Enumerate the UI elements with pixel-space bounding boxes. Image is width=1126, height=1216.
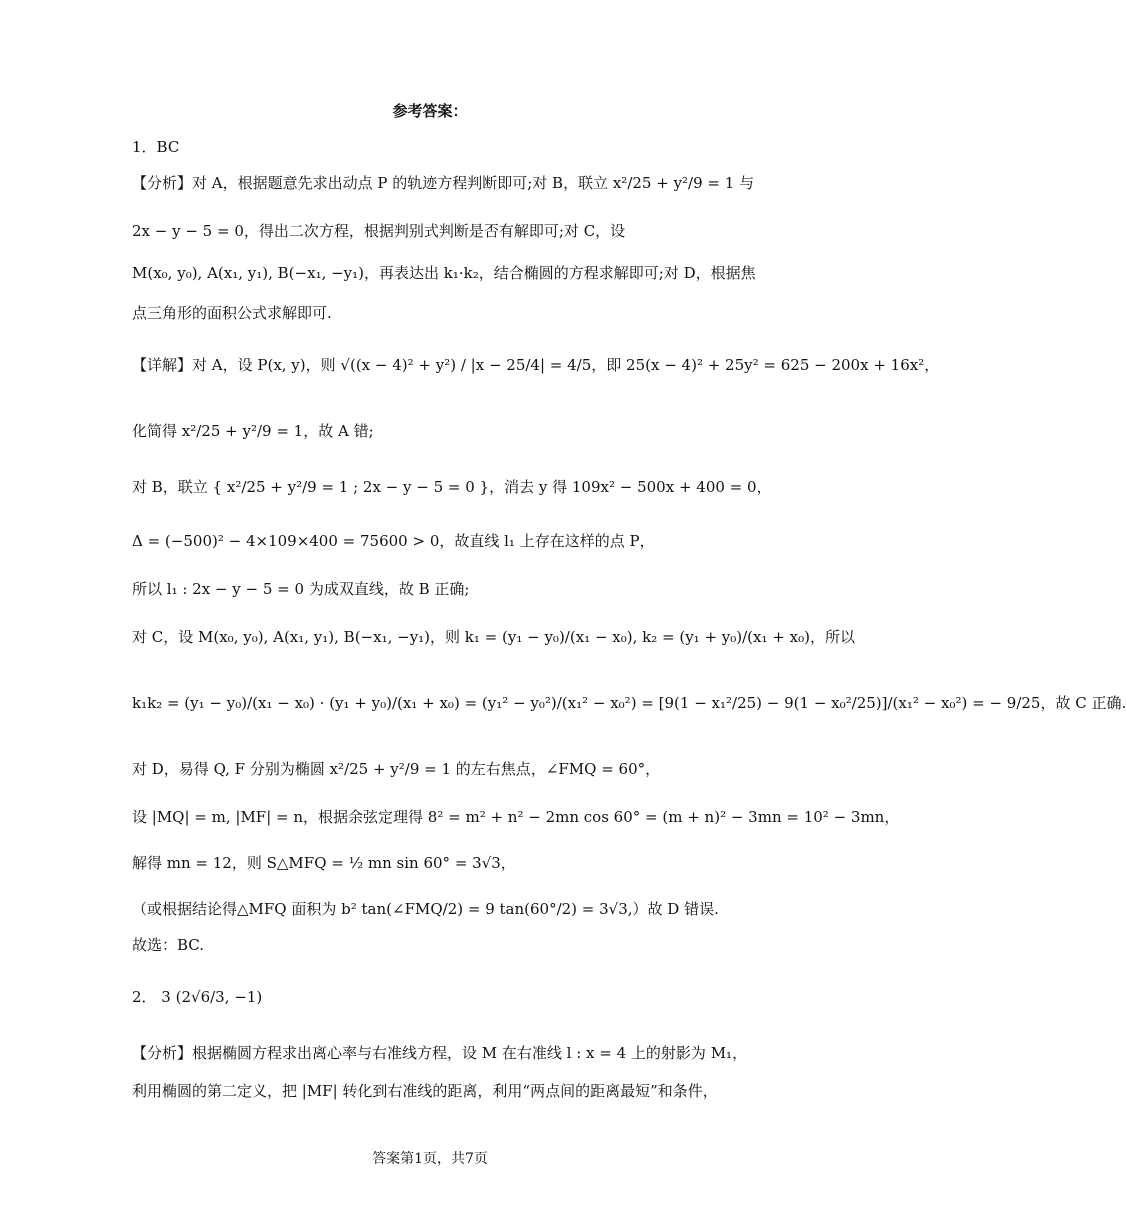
q1-detail-b2: Δ = (−500)² − 4×109×400 = 75600 > 0，故直线 l₁ 上存在这样的点 P，	[132, 532, 655, 550]
q1-detail-b3: 所以 l₁ : 2x − y − 5 = 0 为成双直线，故 B 正确;	[132, 580, 470, 598]
page-title: 参考答案：	[392, 102, 468, 120]
q1-answer: 1．BC	[132, 138, 180, 156]
q1-detail-d3: 解得 mn = 12，则 S△MFQ = ½ mn sin 60° = 3√3，	[132, 854, 516, 872]
page-footer: 答案第1页，共7页	[372, 1151, 488, 1167]
q1-detail-a1: 【详解】对 A，设 P(x, y)，则 √((x − 4)² + y²) / |x − 25/4| = 4/5，即 25(x − 4)² + 25y² = 625 − 200x + 16x²，	[132, 356, 940, 374]
q1-analysis-2: 2x − y − 5 = 0，得出二次方程，根据判别式判断是否有解即可;对 C，设	[132, 222, 626, 240]
q1-detail-d2: 设 |MQ| = m, |MF| = n，根据余弦定理得 8² = m² + n² − 2mn cos 60° = (m + n)² − 3mn = 10² − 3mn，	[132, 808, 900, 826]
q1-detail-d1: 对 D，易得 Q, F 分别为椭圆 x²/25 + y²/9 = 1 的左右焦点，∠FMQ = 60°，	[132, 760, 661, 778]
q1-analysis-1: 【分析】对 A，根据题意先求出动点 P 的轨迹方程判断即可;对 B，联立 x²/25 + y²/9 = 1 与	[132, 174, 755, 192]
q2-answer: 2． 3 (2√6/3, −1)	[132, 988, 263, 1006]
q1-choice: 故选：BC.	[132, 936, 205, 954]
q2-analysis-2: 利用椭圆的第二定义，把 |MF| 转化到右准线的距离，利用“两点间的距离最短”和条件，	[132, 1082, 718, 1100]
q2-analysis-1: 【分析】根据椭圆方程求出离心率与右准线方程，设 M 在右准线 l : x = 4 上的射影为 M₁，	[132, 1044, 748, 1062]
q1-detail-c1: 对 C，设 M(x₀, y₀), A(x₁, y₁), B(−x₁, −y₁)，则 k₁ = (y₁ − y₀)/(x₁ − x₀), k₂ = (y₁ + y₀)/(x₁ + x₀)，所以	[132, 628, 855, 646]
q1-analysis-4: 点三角形的面积公式求解即可.	[132, 304, 332, 322]
q1-detail-c2: k₁k₂ = (y₁ − y₀)/(x₁ − x₀) · (y₁ + y₀)/(x₁ + x₀) = (y₁² − y₀²)/(x₁² − x₀²) = [9(1 − x₁²/25) − 9(1 − x₀²/25)]/(x₁² − x₀²) = − 9/25，故 C 正确.	[132, 694, 1126, 712]
q1-detail-b1: 对 B，联立 { x²/25 + y²/9 = 1 ; 2x − y − 5 = 0 }，消去 y 得 109x² − 500x + 400 = 0，	[132, 478, 772, 496]
q1-detail-d4: （或根据结论得△MFQ 面积为 b² tan(∠FMQ/2) = 9 tan(60°/2) = 3√3,）故 D 错误.	[132, 900, 719, 918]
q1-analysis-3: M(x₀, y₀), A(x₁, y₁), B(−x₁, −y₁)，再表达出 k₁·k₂，结合椭圆的方程求解即可;对 D，根据焦	[132, 264, 756, 282]
q1-detail-a2: 化简得 x²/25 + y²/9 = 1，故 A 错;	[132, 422, 374, 440]
